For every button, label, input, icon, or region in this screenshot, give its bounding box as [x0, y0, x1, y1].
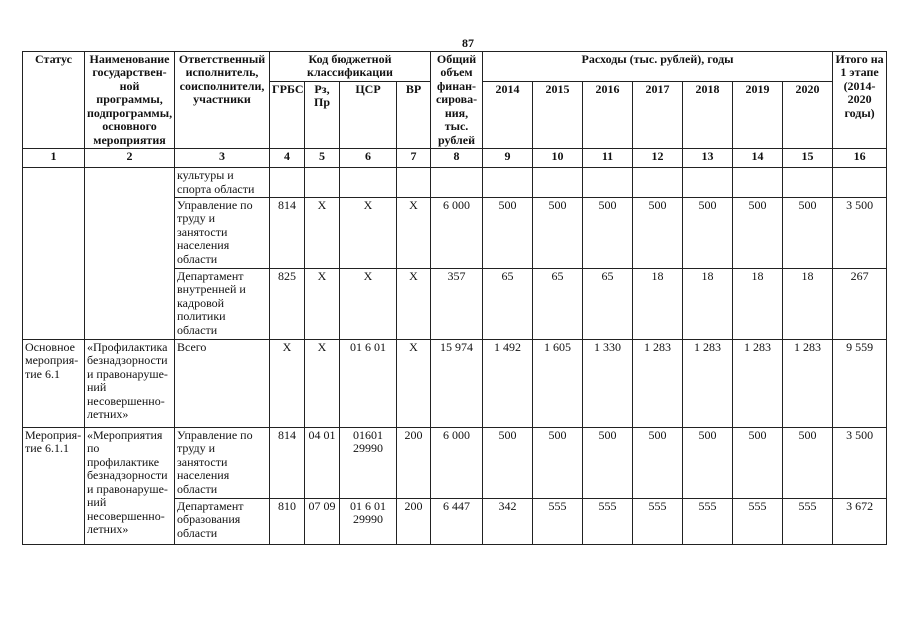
status-cell: Основное мероприя-тие 6.1 — [23, 339, 85, 427]
rzpr-cell — [305, 168, 340, 198]
year-cell: 500 — [533, 197, 583, 268]
table-row — [23, 427, 887, 498]
stage-total-cell — [833, 168, 887, 198]
year-cell: 1 605 — [533, 339, 583, 427]
year-cell: 500 — [733, 197, 783, 268]
year-cell: 65 — [583, 268, 633, 339]
header-year: 2017 — [633, 81, 683, 148]
grbs-cell: 814 — [270, 197, 305, 268]
header-status: Статус — [23, 52, 85, 149]
column-number: 12 — [633, 149, 683, 168]
year-cell: 500 — [633, 427, 683, 498]
total-cell: 15 974 — [431, 339, 483, 427]
column-number: 16 — [833, 149, 887, 168]
rzpr-cell: 04 01 — [305, 427, 340, 498]
total-cell — [431, 168, 483, 198]
total-cell: 6 447 — [431, 498, 483, 544]
total-cell: 6 000 — [431, 427, 483, 498]
csr-cell: Х — [340, 197, 397, 268]
csr-cell: 01 6 01 29990 — [340, 498, 397, 544]
status-cell — [23, 168, 85, 340]
header-name: Наименование государствен-ной программы, подпрограммы, основного мероприятия — [85, 52, 175, 149]
header-responsible: Ответственный исполнитель, соисполнители, участники — [175, 52, 270, 149]
year-cell: 1 283 — [783, 339, 833, 427]
responsible-cell: Департамент внутренней и кадровой политики области — [175, 268, 270, 339]
column-number: 7 — [397, 149, 431, 168]
year-cell: 555 — [683, 498, 733, 544]
year-cell: 500 — [783, 197, 833, 268]
year-cell — [483, 168, 533, 198]
column-number: 5 — [305, 149, 340, 168]
column-number: 8 — [431, 149, 483, 168]
rzpr-cell: Х — [305, 268, 340, 339]
column-number: 1 — [23, 149, 85, 168]
stage-total-cell: 3 500 — [833, 427, 887, 498]
year-cell: 18 — [733, 268, 783, 339]
csr-cell — [340, 168, 397, 198]
vr-cell — [397, 168, 431, 198]
year-cell: 555 — [733, 498, 783, 544]
column-number: 2 — [85, 149, 175, 168]
csr-cell: 01 6 01 — [340, 339, 397, 427]
rzpr-cell: Х — [305, 197, 340, 268]
status-cell: Мероприя-тие 6.1.1 — [23, 427, 85, 544]
year-cell: 555 — [783, 498, 833, 544]
year-cell: 555 — [583, 498, 633, 544]
budget-table — [22, 51, 887, 545]
header-expenses: Расходы (тыс. рублей), годы — [483, 52, 833, 82]
header-year: 2016 — [583, 81, 633, 148]
stage-total-cell: 3 672 — [833, 498, 887, 544]
year-cell: 500 — [583, 197, 633, 268]
stage-total-cell: 9 559 — [833, 339, 887, 427]
column-number: 10 — [533, 149, 583, 168]
csr-cell: 01601 29990 — [340, 427, 397, 498]
rzpr-cell: 07 09 — [305, 498, 340, 544]
header-vr: ВР — [397, 81, 431, 148]
grbs-cell: 825 — [270, 268, 305, 339]
grbs-cell: 814 — [270, 427, 305, 498]
name-cell: «Мероприятия по профилактике безнадзорности и правонаруше-ний несовершенно-летних» — [85, 427, 175, 544]
total-cell: 357 — [431, 268, 483, 339]
header-year: 2014 — [483, 81, 533, 148]
header-total-volume: Общий объем финан-сирова-ния, тыс. рублей — [431, 52, 483, 149]
year-cell: 500 — [533, 427, 583, 498]
year-cell: 500 — [633, 197, 683, 268]
year-cell: 1 283 — [683, 339, 733, 427]
csr-cell: Х — [340, 268, 397, 339]
header-year: 2018 — [683, 81, 733, 148]
year-cell: 500 — [483, 427, 533, 498]
year-cell: 1 330 — [583, 339, 633, 427]
stage-total-cell: 3 500 — [833, 197, 887, 268]
responsible-cell: Управление по труду и занятости населения области — [175, 197, 270, 268]
header-year: 2020 — [783, 81, 833, 148]
rzpr-cell: Х — [305, 339, 340, 427]
column-number: 4 — [270, 149, 305, 168]
header-csr: ЦСР — [340, 81, 397, 148]
year-cell: 500 — [583, 427, 633, 498]
responsible-cell: Управление по труду и занятости населения области — [175, 427, 270, 498]
column-number: 9 — [483, 149, 533, 168]
year-cell — [683, 168, 733, 198]
year-cell: 500 — [783, 427, 833, 498]
column-number: 14 — [733, 149, 783, 168]
year-cell: 18 — [683, 268, 733, 339]
year-cell: 65 — [483, 268, 533, 339]
page-number: 87 — [462, 36, 474, 50]
responsible-cell: Департамент образования области — [175, 498, 270, 544]
column-number: 11 — [583, 149, 633, 168]
stage-total-cell: 267 — [833, 268, 887, 339]
header-grbs: ГРБС — [270, 81, 305, 148]
column-number-row — [23, 149, 887, 168]
header-year: 2015 — [533, 81, 583, 148]
year-cell: 18 — [633, 268, 683, 339]
header-stage-total: Итого на 1 этапе (2014-2020 годы) — [833, 52, 887, 149]
grbs-cell: 810 — [270, 498, 305, 544]
table-row — [23, 168, 887, 198]
year-cell: 555 — [633, 498, 683, 544]
year-cell: 500 — [483, 197, 533, 268]
year-cell: 1 283 — [633, 339, 683, 427]
header-year: 2019 — [733, 81, 783, 148]
year-cell — [533, 168, 583, 198]
vr-cell: 200 — [397, 427, 431, 498]
responsible-cell: культуры и спорта области — [175, 168, 270, 198]
vr-cell: 200 — [397, 498, 431, 544]
column-number: 6 — [340, 149, 397, 168]
year-cell — [633, 168, 683, 198]
name-cell: «Профилактика безнадзорности и правонаруше-ний несовершенно-летних» — [85, 339, 175, 427]
header-rzpr: Рз, Пр — [305, 81, 340, 148]
year-cell: 1 283 — [733, 339, 783, 427]
vr-cell: Х — [397, 197, 431, 268]
year-cell: 500 — [733, 427, 783, 498]
year-cell: 342 — [483, 498, 533, 544]
column-number: 15 — [783, 149, 833, 168]
grbs-cell — [270, 168, 305, 198]
column-number: 13 — [683, 149, 733, 168]
year-cell — [583, 168, 633, 198]
table-row — [23, 339, 887, 427]
year-cell — [733, 168, 783, 198]
year-cell: 18 — [783, 268, 833, 339]
header-budget-code: Код бюджетной классификации — [270, 52, 431, 82]
vr-cell: Х — [397, 268, 431, 339]
year-cell — [783, 168, 833, 198]
year-cell: 500 — [683, 427, 733, 498]
column-number: 3 — [175, 149, 270, 168]
vr-cell: Х — [397, 339, 431, 427]
name-cell — [85, 168, 175, 340]
total-cell: 6 000 — [431, 197, 483, 268]
responsible-cell: Всего — [175, 339, 270, 427]
grbs-cell: Х — [270, 339, 305, 427]
year-cell: 555 — [533, 498, 583, 544]
year-cell: 1 492 — [483, 339, 533, 427]
year-cell: 500 — [683, 197, 733, 268]
year-cell: 65 — [533, 268, 583, 339]
